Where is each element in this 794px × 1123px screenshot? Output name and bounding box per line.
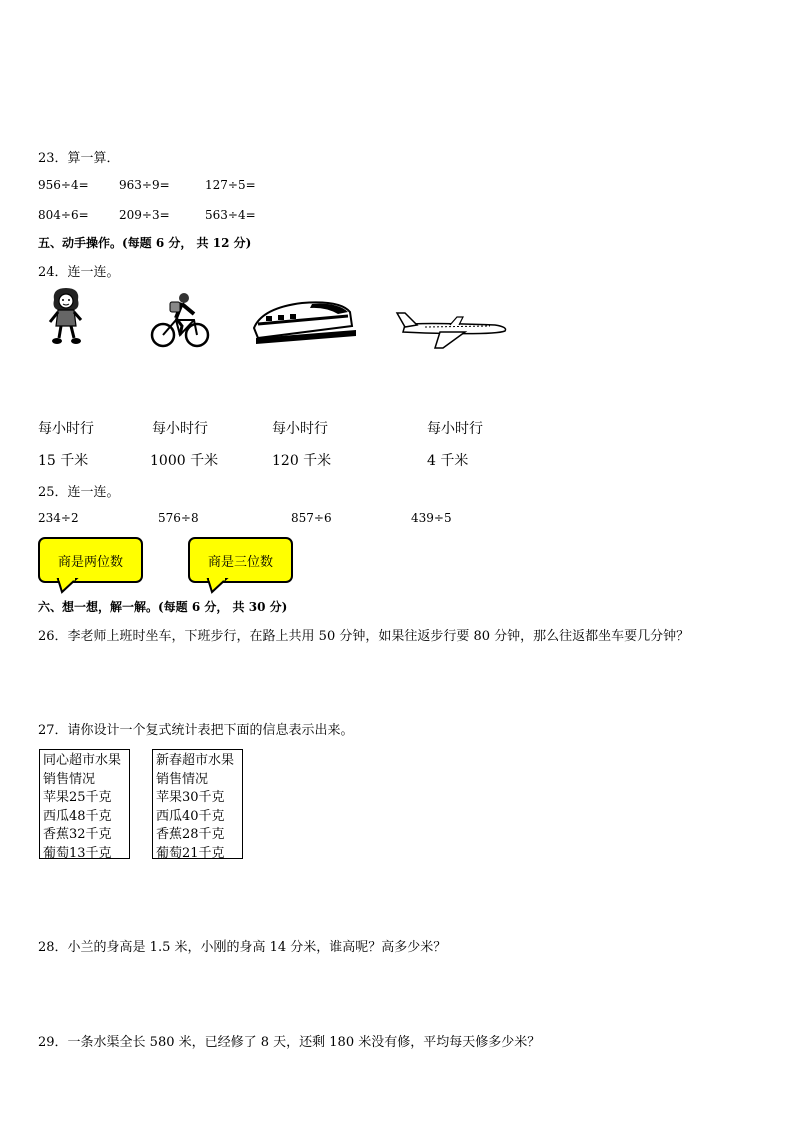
box2-line-1: 新春超市水果: [156, 753, 235, 768]
speed-label-2-bottom: 1000 千米: [150, 453, 219, 469]
speed-label-2-top: 每小时行: [152, 421, 208, 437]
box1-line-4: 西瓜48千克: [43, 808, 112, 824]
box2-line-6: 葡萄21千克: [156, 845, 225, 861]
q23-title: 23．算一算．: [38, 151, 120, 166]
airplane-icon: [395, 305, 510, 350]
box1-line-6: 葡萄13千克: [43, 845, 112, 861]
speed-label-4-top: 每小时行: [427, 421, 483, 437]
answer-bubble-three-digit: [188, 537, 293, 583]
data-box-tongxin: [39, 749, 130, 859]
q23-expr-2: 963÷9=: [119, 178, 170, 192]
q25-expr-1: 234÷2: [38, 511, 79, 525]
speed-label-3-bottom: 120 千米: [272, 453, 332, 469]
q26-text: 26．李老师上班时坐车，下班步行，在路上共用 50 分钟，如果往返步行要 80 分钟，那么往返都坐车要几分钟？: [38, 629, 690, 644]
train-icon: [252, 298, 357, 348]
box2-line-3: 苹果30千克: [156, 790, 225, 805]
q25-expr-4: 439÷5: [411, 511, 452, 525]
speed-label-1-bottom: 15 千米: [38, 453, 89, 469]
answer-bubble-two-digit: [38, 537, 143, 583]
q23-expr-5: 209÷3=: [119, 208, 170, 222]
q25-expr-3: 857÷6: [291, 511, 332, 525]
girl-walking-icon: [46, 286, 86, 346]
bubble-tail-2: [208, 579, 228, 593]
box2-line-5: 香蕉28千克: [156, 827, 225, 842]
q23-expr-1: 956÷4=: [38, 178, 89, 192]
q27-title: 27．请你设计一个复式统计表把下面的信息表示出来。: [38, 723, 354, 738]
section-5-heading: 五、动手操作。(每题 6 分， 共 12 分): [38, 236, 252, 250]
q25-title: 25．连一连。: [38, 485, 120, 500]
answer-bubble-three-digit-label: 商是三位数: [207, 554, 273, 570]
q23-expr-3: 127÷5=: [205, 178, 256, 192]
speed-label-3-top: 每小时行: [272, 421, 328, 437]
q28-text: 28．小兰的身高是 1.5 米，小刚的身高 14 分米，谁高呢？高多少米？: [38, 940, 447, 955]
cyclist-icon: [150, 290, 210, 350]
section-6-heading: 六、想一想，解一解。(每题 6 分， 共 30 分): [38, 600, 288, 614]
q23-expr-4: 804÷6=: [38, 208, 89, 222]
box2-line-2: 销售情况: [156, 771, 209, 787]
speed-label-4-bottom: 4 千米: [427, 453, 469, 469]
q25-expr-2: 576÷8: [158, 511, 199, 525]
box1-line-3: 苹果25千克: [43, 790, 112, 805]
box2-line-4: 西瓜40千克: [156, 808, 225, 824]
box1-line-1: 同心超市水果: [43, 753, 122, 768]
speed-label-1-top: 每小时行: [38, 421, 94, 437]
q24-title: 24．连一连。: [38, 265, 120, 280]
q29-text: 29．一条水渠全长 580 米，已经修了 8 天，还剩 180 米没有修，平均每天修多少米？: [38, 1035, 541, 1050]
q23-expr-6: 563÷4=: [205, 208, 256, 222]
box1-line-5: 香蕉32千克: [43, 827, 112, 842]
data-box-xinchun: [152, 749, 243, 859]
bubble-tail-1: [58, 579, 78, 593]
box1-line-2: 销售情况: [43, 771, 96, 787]
answer-bubble-two-digit-label: 商是两位数: [57, 554, 123, 570]
